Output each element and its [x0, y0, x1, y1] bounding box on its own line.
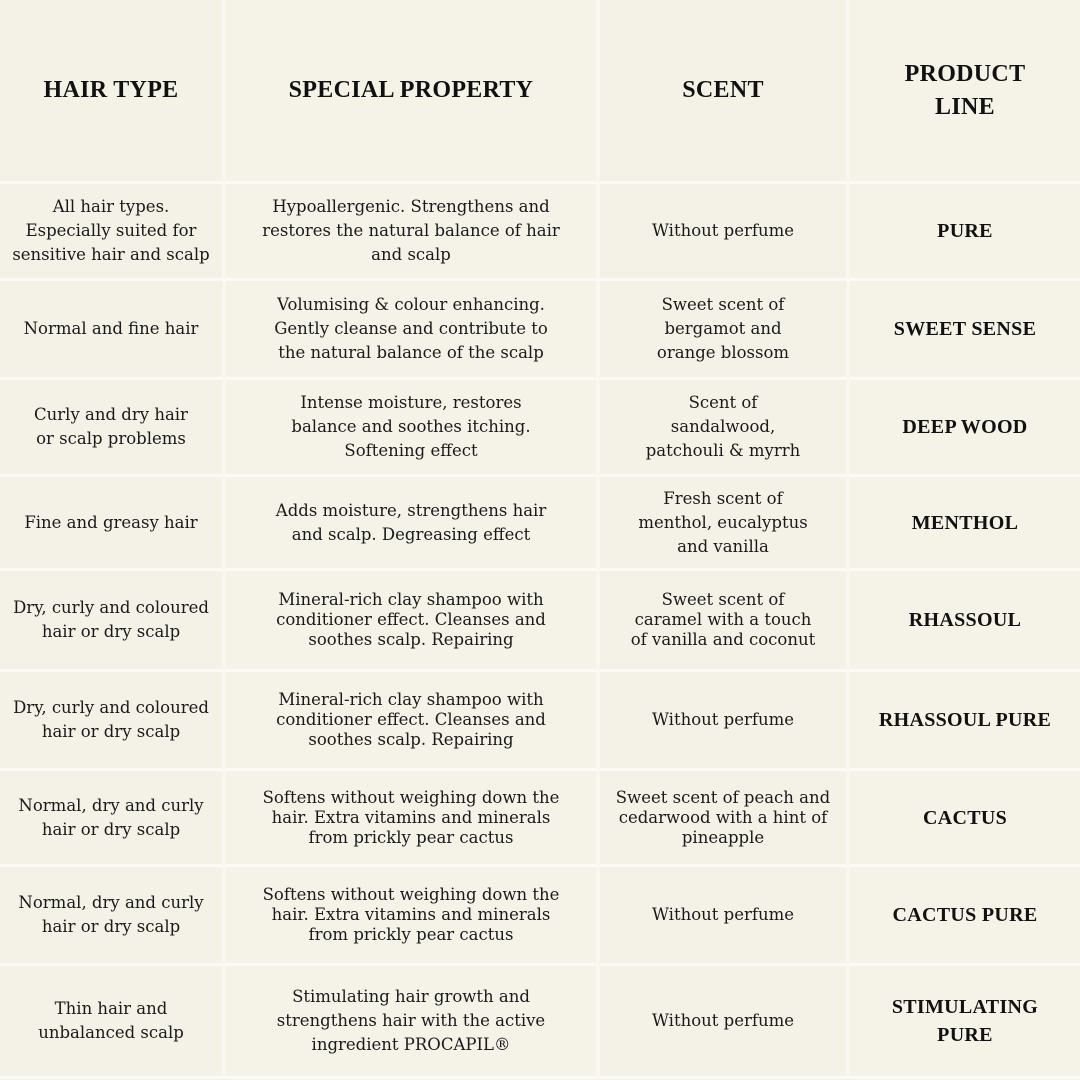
scent-text: Fresh scent of menthol, eucalyptus and vanilla — [638, 488, 808, 556]
table-row-cell-special-property — [226, 477, 600, 571]
special-property-text: Stimulating hair growth and strengthens hair with the active ingredient PROCAPIL® — [276, 987, 546, 1054]
header-hair-type-label: HAIR TYPE — [43, 77, 179, 103]
table-row-cell-hair-type — [0, 966, 226, 1079]
scent-text: Without perfume — [652, 905, 794, 924]
header-product-line-label: PRODUCT LINE — [904, 60, 1026, 120]
hair-type-text: Normal, dry and curly hair or dry scalp — [18, 893, 204, 936]
product-line-name: CACTUS PURE — [892, 904, 1038, 926]
table-row-cell-product-line — [850, 867, 1080, 966]
scent-text: Sweet scent of peach and cedarwood with a hint of pineapple — [615, 787, 831, 847]
special-property-text: Mineral-rich clay shampoo with conditioner effect. Cleanses and soothes scalp. Repairing — [276, 690, 546, 749]
table-row-cell-special-property — [226, 672, 600, 771]
product-line-name: SWEET SENSE — [893, 318, 1037, 340]
hair-type-text: Normal and fine hair — [23, 319, 199, 338]
hair-type-text: Thin hair and unbalanced scalp — [38, 999, 184, 1042]
table-row-cell-product-line — [850, 571, 1080, 672]
special-property-text: Mineral-rich clay shampoo with conditioner effect. Cleanses and soothes scalp. Repairing — [276, 590, 546, 649]
table-row-cell-hair-type — [0, 380, 226, 477]
product-line-name: DEEP WOOD — [902, 416, 1028, 438]
product-line-name: STIMULATING PURE — [891, 996, 1039, 1046]
table-row-cell-hair-type — [0, 867, 226, 966]
table-row-cell-scent — [600, 672, 850, 771]
table-row-cell-product-line — [850, 672, 1080, 771]
product-line-name: CACTUS — [922, 806, 1008, 829]
hair-type-text: Fine and greasy hair — [24, 512, 198, 532]
header-special-property — [226, 0, 600, 184]
special-property-text: Softens without weighing down the hair. Extra vitamins and minerals from prickly pear cactus — [262, 787, 560, 847]
product-line-name: PURE — [937, 220, 993, 242]
table-row-cell-product-line — [850, 184, 1080, 281]
table-row-cell-scent — [600, 771, 850, 867]
table-row-cell-scent — [600, 477, 850, 571]
special-property-text: Hypoallergenic. Strengthens and restores the natural balance of hair and scalp — [262, 197, 560, 264]
table-row-cell-product-line — [850, 477, 1080, 571]
table-row-cell-product-line — [850, 771, 1080, 867]
table-row-cell-special-property — [226, 571, 600, 672]
scent-text: Sweet scent of bergamot and orange blossom — [656, 295, 790, 362]
special-property-text: Volumising & colour enhancing. Gently cleanse and contribute to the natural balance of the scalp — [274, 295, 548, 362]
header-scent-label: SCENT — [682, 77, 764, 103]
header-special-property-label: SPECIAL PROPERTY — [288, 77, 534, 103]
table-row-cell-scent — [600, 571, 850, 672]
table-row-cell-scent — [600, 281, 850, 380]
scent-text: Sweet scent of caramel with a touch of vanilla and coconut — [630, 590, 816, 649]
table-row-cell-hair-type — [0, 477, 226, 571]
table-row-cell-special-property — [226, 966, 600, 1079]
table-row-cell-scent — [600, 380, 850, 477]
table-row-cell-special-property — [226, 380, 600, 477]
table-row-cell-hair-type — [0, 281, 226, 380]
table-row-cell-scent — [600, 867, 850, 966]
table-row-cell-hair-type — [0, 571, 226, 672]
table-row-cell-special-property — [226, 867, 600, 966]
table-row-cell-hair-type — [0, 771, 226, 867]
hair-type-text: Normal, dry and curly hair or dry scalp — [18, 795, 204, 839]
table-row-cell-product-line — [850, 380, 1080, 477]
product-line-name: MENTHOL — [911, 511, 1019, 534]
table-row-cell-special-property — [226, 771, 600, 867]
header-scent — [600, 0, 850, 184]
table-row-cell-hair-type — [0, 672, 226, 771]
table-row-cell-scent — [600, 184, 850, 281]
product-line-name: RHASSOUL — [908, 609, 1022, 631]
table-row-cell-hair-type — [0, 184, 226, 281]
scent-text: Without perfume — [652, 1011, 794, 1030]
scent-text: Without perfume — [652, 221, 794, 240]
table-row-cell-product-line — [850, 966, 1080, 1079]
header-hair-type — [0, 0, 226, 184]
hair-type-text: Dry, curly and coloured hair or dry scalp — [13, 598, 209, 641]
special-property-text: Intense moisture, restores balance and soothes itching. Softening effect — [291, 393, 531, 460]
scent-text: Without perfume — [652, 710, 794, 729]
table-row-cell-special-property — [226, 281, 600, 380]
table-row-cell-scent — [600, 966, 850, 1079]
hair-type-text: All hair types. Especially suited for sensitive hair and scalp — [12, 197, 210, 264]
table-row-cell-special-property — [226, 184, 600, 281]
hair-type-text: Curly and dry hair or scalp problems — [34, 405, 188, 448]
special-property-text: Adds moisture, strengthens hair and scalp. Degreasing effect — [275, 500, 547, 544]
hair-type-text: Dry, curly and coloured hair or dry scalp — [13, 698, 209, 741]
product-line-name: RHASSOUL PURE — [878, 709, 1052, 731]
table-row-cell-product-line — [850, 281, 1080, 380]
header-product-line — [850, 0, 1080, 184]
scent-text: Scent of sandalwood, patchouli & myrrh — [645, 393, 801, 460]
special-property-text: Softens without weighing down the hair. Extra vitamins and minerals from prickly pear cactus — [262, 885, 560, 944]
